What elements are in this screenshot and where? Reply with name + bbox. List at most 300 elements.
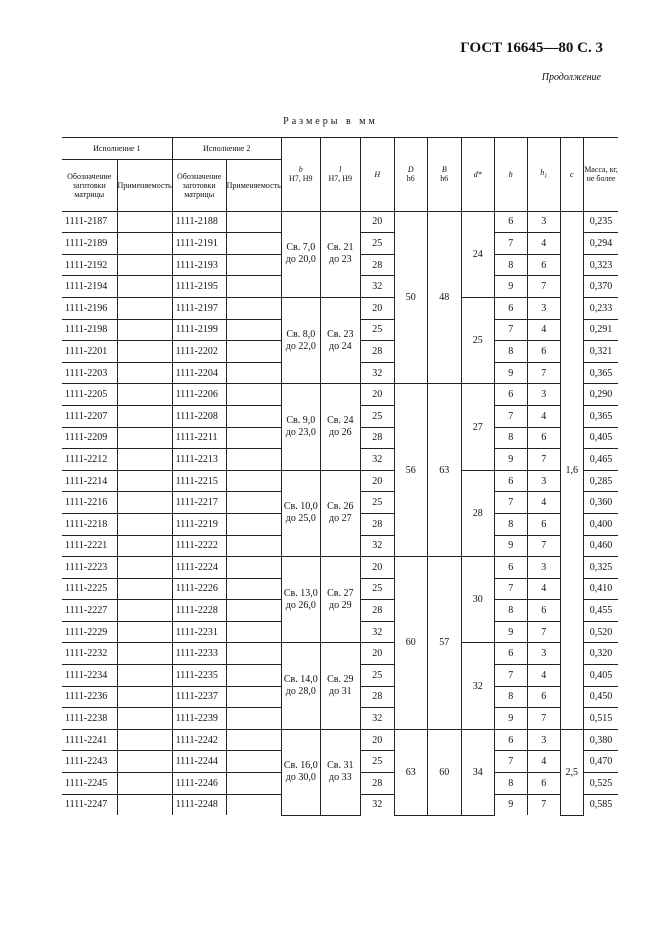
applicability-2-cell [226,211,281,233]
h1-cell: 3 [527,729,560,751]
b-range-from: Св. 7,0 [286,242,316,254]
designation-1-cell: 1111-2192 [62,254,117,276]
l-range-to: до 31 [328,686,352,698]
designation-2-cell: 1111-2231 [172,621,226,643]
d-cell: 24 [461,211,494,297]
H-cell: 25 [360,578,394,600]
D-cell: 63 [394,729,427,815]
header-h1 [527,138,560,212]
h1-cell: 3 [527,557,560,579]
applicability-2-cell [226,297,281,319]
h1-cell: 3 [527,297,560,319]
b-range-to: до 28,0 [285,686,316,698]
designation-1-cell: 1111-2203 [62,362,117,384]
b-range-cell [281,297,320,383]
applicability-2-cell [226,643,281,665]
applicability-2-cell [226,319,281,341]
mass-cell: 0,470 [583,751,618,773]
designation-2-cell: 1111-2242 [172,729,226,751]
h-cell: 9 [494,621,527,643]
H-cell: 28 [360,773,394,795]
h1-cell: 3 [527,211,560,233]
applicability-2-cell [226,708,281,730]
designation-2-cell: 1111-2235 [172,665,226,687]
designation-2-cell: 1111-2222 [172,535,226,557]
h-cell: 9 [494,449,527,471]
h-cell: 8 [494,686,527,708]
applicability-1-cell [117,276,172,298]
H-cell: 32 [360,708,394,730]
h-cell: 7 [494,751,527,773]
l-range-cell [320,297,360,383]
designation-1-cell: 1111-2189 [62,233,117,255]
h-cell: 7 [494,233,527,255]
h1-cell: 6 [527,341,560,363]
D-cell: 56 [394,384,427,557]
applicability-1-cell [117,211,172,233]
c-cell: 2,5 [560,729,583,815]
designation-1-cell: 1111-2247 [62,794,117,815]
d-cell: 25 [461,297,494,383]
applicability-1-cell [117,643,172,665]
applicability-2-cell [226,341,281,363]
b-range-from: Св. 16,0 [283,760,318,772]
h-cell: 6 [494,729,527,751]
header-designation-1: Обозначение заготовки матрицы [62,159,117,211]
applicability-1-cell [117,492,172,514]
h1-cell: 6 [527,600,560,622]
designation-2-cell: 1111-2224 [172,557,226,579]
H-cell: 25 [360,665,394,687]
applicability-1-cell [117,470,172,492]
H-cell: 20 [360,643,394,665]
l-range-from: Св. 23 [327,328,354,340]
H-cell: 32 [360,449,394,471]
mass-cell: 0,520 [583,621,618,643]
h1-cell: 7 [527,362,560,384]
H-cell: 25 [360,319,394,341]
applicability-1-cell [117,535,172,557]
B-cell: 57 [427,557,461,730]
designation-2-cell: 1111-2219 [172,513,226,535]
table-body [62,211,618,815]
mass-cell: 0,585 [583,794,618,815]
h1-cell: 3 [527,643,560,665]
b-range-cell [281,384,320,470]
H-cell: 25 [360,233,394,255]
H-cell: 28 [360,513,394,535]
header-d [461,138,494,212]
mass-cell: 0,365 [583,362,618,384]
designation-2-cell: 1111-2206 [172,384,226,406]
d-cell: 34 [461,729,494,815]
h-cell: 9 [494,794,527,815]
continuation-note: Продолжение [541,72,601,83]
header-c [560,138,583,212]
applicability-1-cell [117,751,172,773]
page-header: ГОСТ 16645—80 С. 3 [460,40,603,56]
h-cell: 9 [494,535,527,557]
applicability-1-cell [117,773,172,795]
designation-1-cell: 1111-2214 [62,470,117,492]
h-cell: 6 [494,297,527,319]
designation-1-cell: 1111-2212 [62,449,117,471]
d-cell: 27 [461,384,494,470]
mass-cell: 0,410 [583,578,618,600]
h-cell: 7 [494,665,527,687]
b-range-from: Св. 14,0 [283,674,318,686]
b-range-from: Св. 10,0 [283,501,318,513]
designation-2-cell: 1111-2211 [172,427,226,449]
designation-2-cell: 1111-2188 [172,211,226,233]
h-cell: 9 [494,362,527,384]
applicability-1-cell [117,557,172,579]
applicability-1-cell [117,729,172,751]
applicability-2-cell [226,557,281,579]
applicability-1-cell [117,686,172,708]
h1-cell: 6 [527,254,560,276]
applicability-1-cell [117,405,172,427]
designation-1-cell: 1111-2232 [62,643,117,665]
applicability-1-cell [117,794,172,815]
h1-cell: 4 [527,751,560,773]
l-range-cell [320,470,360,556]
b-range-from: Св. 9,0 [286,415,316,427]
h-cell: 8 [494,254,527,276]
designation-2-cell: 1111-2199 [172,319,226,341]
H-cell: 28 [360,254,394,276]
designation-2-cell: 1111-2217 [172,492,226,514]
applicability-2-cell [226,686,281,708]
header-h1-symbol: $h_1$ [540,167,548,180]
header-B [427,138,461,212]
h1-cell: 7 [527,449,560,471]
h1-cell: 6 [527,513,560,535]
b-range-to: до 26,0 [285,599,316,611]
designation-2-cell: 1111-2246 [172,773,226,795]
l-range-to: до 23 [328,254,352,266]
designation-1-cell: 1111-2243 [62,751,117,773]
h-cell: 8 [494,341,527,363]
applicability-2-cell [226,535,281,557]
designation-1-cell: 1111-2223 [62,557,117,579]
mass-cell: 0,525 [583,773,618,795]
mass-cell: 0,233 [583,297,618,319]
mass-cell: 0,285 [583,470,618,492]
applicability-2-cell [226,729,281,751]
designation-1-cell: 1111-2218 [62,513,117,535]
H-cell: 28 [360,427,394,449]
applicability-1-cell [117,600,172,622]
h-cell: 6 [494,470,527,492]
H-cell: 25 [360,405,394,427]
h1-cell: 6 [527,427,560,449]
table-row [62,384,618,406]
h1-cell: 6 [527,686,560,708]
header-execution-1: Исполнение 1 [62,138,172,160]
mass-cell: 0,325 [583,557,618,579]
header-H-symbol: H [374,169,381,179]
designation-1-cell: 1111-2245 [62,773,117,795]
mass-cell: 0,455 [583,600,618,622]
applicability-2-cell [226,600,281,622]
designation-1-cell: 1111-2221 [62,535,117,557]
l-range-to: до 26 [328,427,352,439]
designation-2-cell: 1111-2228 [172,600,226,622]
table-row [62,470,618,492]
applicability-2-cell [226,427,281,449]
mass-cell: 0,370 [583,276,618,298]
l-range-to: до 29 [328,599,352,611]
H-cell: 20 [360,211,394,233]
applicability-1-cell [117,297,172,319]
designation-2-cell: 1111-2204 [172,362,226,384]
mass-cell: 0,380 [583,729,618,751]
H-cell: 25 [360,492,394,514]
header-d-symbol: d* [473,169,482,179]
b-range-cell [281,211,320,297]
mass-cell: 0,290 [583,384,618,406]
l-range-cell [320,557,360,643]
l-range-from: Св. 31 [327,760,354,772]
designation-1-cell: 1111-2196 [62,297,117,319]
h1-cell: 4 [527,233,560,255]
applicability-2-cell [226,513,281,535]
header-D [394,138,427,212]
H-cell: 20 [360,729,394,751]
h1-cell: 3 [527,384,560,406]
designation-1-cell: 1111-2227 [62,600,117,622]
applicability-1-cell [117,341,172,363]
h1-cell: 7 [527,276,560,298]
B-cell: 60 [427,729,461,815]
designation-1-cell: 1111-2209 [62,427,117,449]
designation-2-cell: 1111-2191 [172,233,226,255]
header-h [494,138,527,212]
h-cell: 6 [494,643,527,665]
designation-1-cell: 1111-2216 [62,492,117,514]
designation-2-cell: 1111-2239 [172,708,226,730]
mass-cell: 0,321 [583,341,618,363]
D-cell: 50 [394,211,427,384]
h1-cell: 4 [527,492,560,514]
d-cell: 28 [461,470,494,556]
applicability-2-cell [226,362,281,384]
header-b-tolerance: H7, H9 [289,174,313,184]
designation-1-cell: 1111-2234 [62,665,117,687]
applicability-2-cell [226,773,281,795]
H-cell: 20 [360,384,394,406]
applicability-1-cell [117,708,172,730]
b-range-to: до 30,0 [285,772,316,784]
b-range-from: Св. 8,0 [286,328,316,340]
b-range-to: до 23,0 [285,427,316,439]
h-cell: 6 [494,384,527,406]
header-b [281,138,320,212]
mass-cell: 0,405 [583,427,618,449]
b-range-to: до 22,0 [285,340,316,352]
h-cell: 7 [494,492,527,514]
header-l-tolerance: H7, H9 [328,174,353,184]
mass-cell: 0,405 [583,665,618,687]
l-range-cell [320,211,360,297]
h-cell: 7 [494,405,527,427]
designation-1-cell: 1111-2236 [62,686,117,708]
applicability-1-cell [117,449,172,471]
applicability-2-cell [226,470,281,492]
h-cell: 6 [494,211,527,233]
H-cell: 20 [360,557,394,579]
mass-cell: 0,365 [583,405,618,427]
h1-cell: 7 [527,621,560,643]
designation-1-cell: 1111-2229 [62,621,117,643]
designation-2-cell: 1111-2226 [172,578,226,600]
header-D-tolerance: h6 [406,174,415,184]
h-cell: 7 [494,319,527,341]
designation-2-cell: 1111-2248 [172,794,226,815]
applicability-2-cell [226,621,281,643]
mass-cell: 0,360 [583,492,618,514]
applicability-1-cell [117,254,172,276]
h1-cell: 7 [527,535,560,557]
h1-cell: 4 [527,665,560,687]
header-l-symbol: l [339,165,342,175]
h-cell: 8 [494,427,527,449]
b-range-cell [281,470,320,556]
mass-cell: 0,320 [583,643,618,665]
mass-cell: 0,294 [583,233,618,255]
H-cell: 28 [360,341,394,363]
header-c-symbol: c [570,169,574,179]
table-row [62,729,618,751]
applicability-1-cell [117,362,172,384]
table-row [62,211,618,233]
b-range-cell [281,643,320,729]
header-h-symbol: h [508,169,513,179]
applicability-2-cell [226,449,281,471]
designation-2-cell: 1111-2202 [172,341,226,363]
header-mass: Масса, кг, не более [583,138,618,212]
H-cell: 28 [360,686,394,708]
designation-2-cell: 1111-2237 [172,686,226,708]
designation-2-cell: 1111-2233 [172,643,226,665]
applicability-1-cell [117,621,172,643]
applicability-2-cell [226,405,281,427]
applicability-1-cell [117,384,172,406]
H-cell: 32 [360,535,394,557]
H-cell: 32 [360,362,394,384]
h-cell: 7 [494,578,527,600]
H-cell: 32 [360,621,394,643]
mass-cell: 0,515 [583,708,618,730]
l-range-to: до 27 [328,513,352,525]
h1-cell: 7 [527,794,560,815]
applicability-1-cell [117,513,172,535]
applicability-2-cell [226,384,281,406]
b-range-cell [281,729,320,815]
B-cell: 63 [427,384,461,557]
mass-cell: 0,400 [583,513,618,535]
B-cell: 48 [427,211,461,384]
h1-cell: 7 [527,708,560,730]
h1-cell: 4 [527,578,560,600]
header-applicability-1: Применяемость [117,159,172,211]
l-range-cell [320,729,360,815]
designation-1-cell: 1111-2241 [62,729,117,751]
l-range-from: Св. 29 [327,674,354,686]
H-cell: 25 [360,751,394,773]
h-cell: 8 [494,773,527,795]
l-range-from: Св. 26 [327,501,354,513]
h-cell: 6 [494,557,527,579]
header-D-symbol: D [407,165,414,175]
designation-2-cell: 1111-2208 [172,405,226,427]
applicability-2-cell [226,665,281,687]
H-cell: 32 [360,794,394,815]
l-range-from: Св. 21 [327,242,354,254]
l-range-to: до 24 [328,340,352,352]
designation-1-cell: 1111-2225 [62,578,117,600]
c-cell: 1,6 [560,211,583,729]
applicability-1-cell [117,665,172,687]
applicability-2-cell [226,233,281,255]
designation-1-cell: 1111-2194 [62,276,117,298]
l-range-to: до 33 [328,772,352,784]
H-cell: 20 [360,470,394,492]
applicability-2-cell [226,751,281,773]
applicability-1-cell [117,578,172,600]
l-range-from: Св. 27 [327,587,354,599]
applicability-2-cell [226,794,281,815]
l-range-from: Св. 24 [327,415,354,427]
designation-1-cell: 1111-2238 [62,708,117,730]
designation-1-cell: 1111-2187 [62,211,117,233]
applicability-2-cell [226,492,281,514]
header-applicability-2: Применяемость [226,159,281,211]
l-range-cell [320,643,360,729]
dimensions-table [62,137,618,816]
designation-2-cell: 1111-2215 [172,470,226,492]
h1-cell: 3 [527,470,560,492]
h-cell: 8 [494,600,527,622]
l-range-cell [320,384,360,470]
H-cell: 28 [360,600,394,622]
designation-1-cell: 1111-2205 [62,384,117,406]
designation-2-cell: 1111-2213 [172,449,226,471]
h-cell: 9 [494,708,527,730]
header-b-symbol: b [298,165,303,175]
designation-2-cell: 1111-2195 [172,276,226,298]
h1-cell: 6 [527,773,560,795]
applicability-2-cell [226,254,281,276]
d-cell: 30 [461,557,494,643]
H-cell: 32 [360,276,394,298]
applicability-1-cell [117,319,172,341]
header-l [320,138,360,212]
D-cell: 60 [394,557,427,730]
designation-2-cell: 1111-2244 [172,751,226,773]
mass-cell: 0,323 [583,254,618,276]
mass-cell: 0,460 [583,535,618,557]
table-row [62,643,618,665]
h-cell: 9 [494,276,527,298]
h1-cell: 4 [527,405,560,427]
d-cell: 32 [461,643,494,729]
H-cell: 20 [360,297,394,319]
b-range-to: до 25,0 [285,513,316,525]
header-H [360,138,394,212]
b-range-to: до 20,0 [285,254,316,266]
